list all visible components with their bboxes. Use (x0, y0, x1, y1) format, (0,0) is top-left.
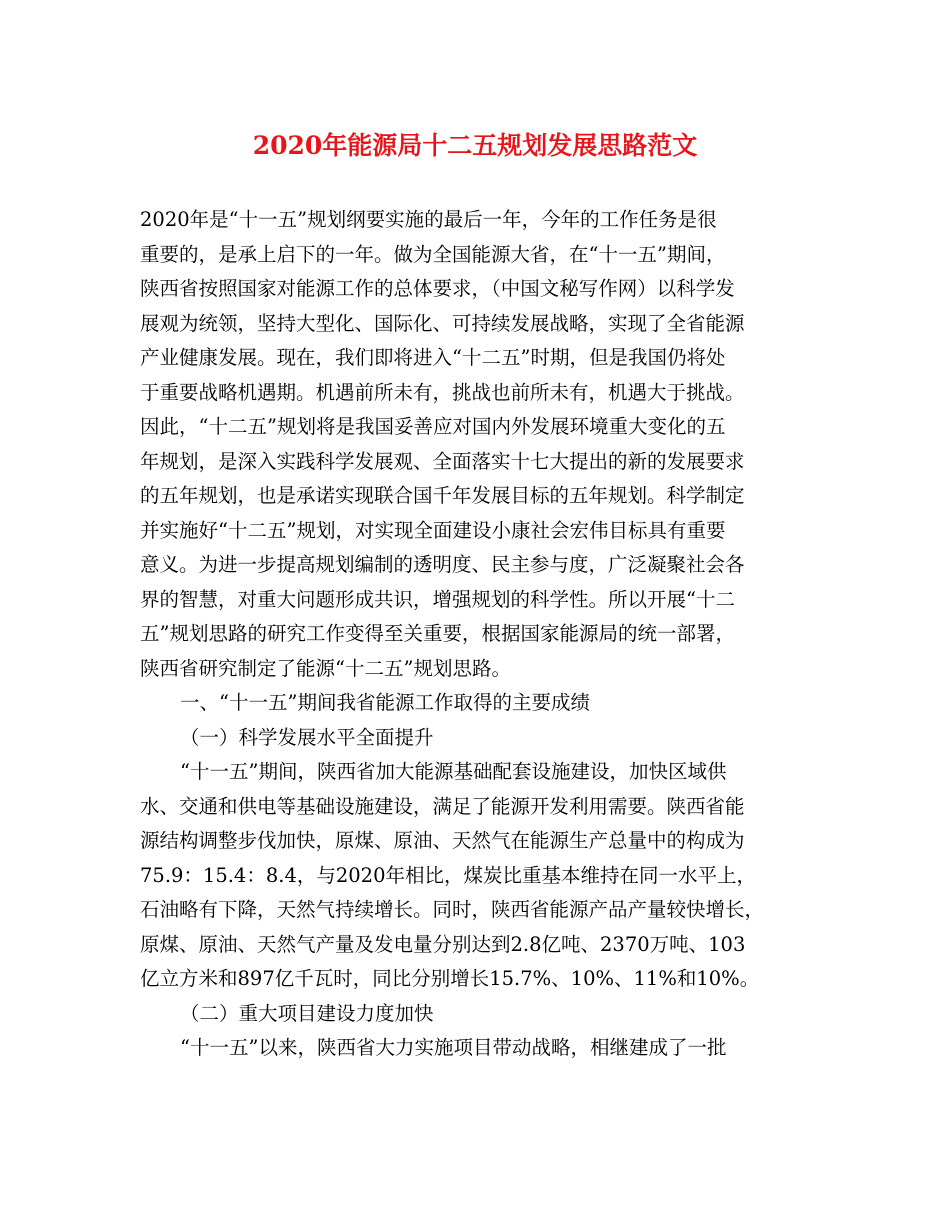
body-line: 界的智慧，对重大问题形成共识，增强规划的科学性。所以开展“十二 (140, 587, 735, 611)
body-line: 原煤、原油、天然气产量及发电量分别达到2.8亿吨、2370万吨、103 (140, 932, 746, 956)
body-line: 的五年规划，也是承诺实现联合国千年发展目标的五年规划。科学制定 (140, 484, 745, 507)
body-line: 陕西省研究制定了能源“十二五”规划思路。 (140, 656, 511, 680)
body-line: 75.9：15.4：8.4，与2020年相比，煤炭比重基本维持在同一水平上， (140, 863, 756, 887)
body-line: 重要的，是承上启下的一年。做为全国能源大省，在“十一五”期间， (140, 242, 726, 266)
body-line: 意义。为进一步提高规划编制的透明度、民主参与度，广泛凝聚社会各 (140, 553, 745, 576)
body-line: 源结构调整步伐加快，原煤、原油、天然气在能源生产总量中的构成为 (140, 829, 745, 852)
body-line: “十一五”期间，陕西省加大能源基础配套设施建设，加快区域供 (180, 760, 727, 783)
body-line: 因此，“十二五”规划将是我国妥善应对国内外发展环境重大变化的五 (140, 415, 726, 438)
body-line: （二）重大项目建设力度加快 (180, 1001, 434, 1025)
body-line: 2020年是“十一五”规划纲要实施的最后一年，今年的工作任务是很 (140, 208, 717, 231)
body-line: 水、交通和供电等基础设施建设，满足了能源开发利用需要。陕西省能 (140, 794, 745, 818)
document-body (140, 203, 820, 1066)
body-line: “十一五”以来，陕西省大力实施项目带动战略，相继建成了一批 (180, 1036, 727, 1059)
body-line: 石油略有下降，天然气持续增长。同时，陕西省能源产品产量较快增长， (140, 898, 765, 921)
body-line: （一）科学发展水平全面提升 (180, 725, 434, 749)
body-line: 并实施好“十二五”规划，对实现全面建设小康社会宏伟目标具有重要 (140, 518, 726, 542)
body-line: 展观为统领，坚持大型化、国际化、可持续发展战略，实现了全省能源 (140, 311, 745, 335)
body-line: 一、“十一五”期间我省能源工作取得的主要成绩 (180, 691, 590, 714)
body-line: 陕西省按照国家对能源工作的总体要求，（中国文秘写作网）以科学发 (140, 277, 735, 300)
body-line: 产业健康发展。现在，我们即将进入“十二五”时期，但是我国仍将处 (140, 346, 726, 369)
body-line: 于重要战略机遇期。机遇前所未有，挑战也前所未有，机遇大于挑战。 (140, 380, 745, 404)
document-title: 2020年能源局十二五规划发展思路范文 (252, 131, 698, 160)
body-line: 五”规划思路的研究工作变得至关重要，根据国家能源局的统一部署， (140, 622, 735, 645)
body-line: 年规划，是深入实践科学发展观、全面落实十七大提出的新的发展要求 (140, 449, 745, 473)
body-line: 亿立方米和897亿千瓦时，同比分别增长15.7%、10%、11%和10%。 (140, 967, 760, 990)
